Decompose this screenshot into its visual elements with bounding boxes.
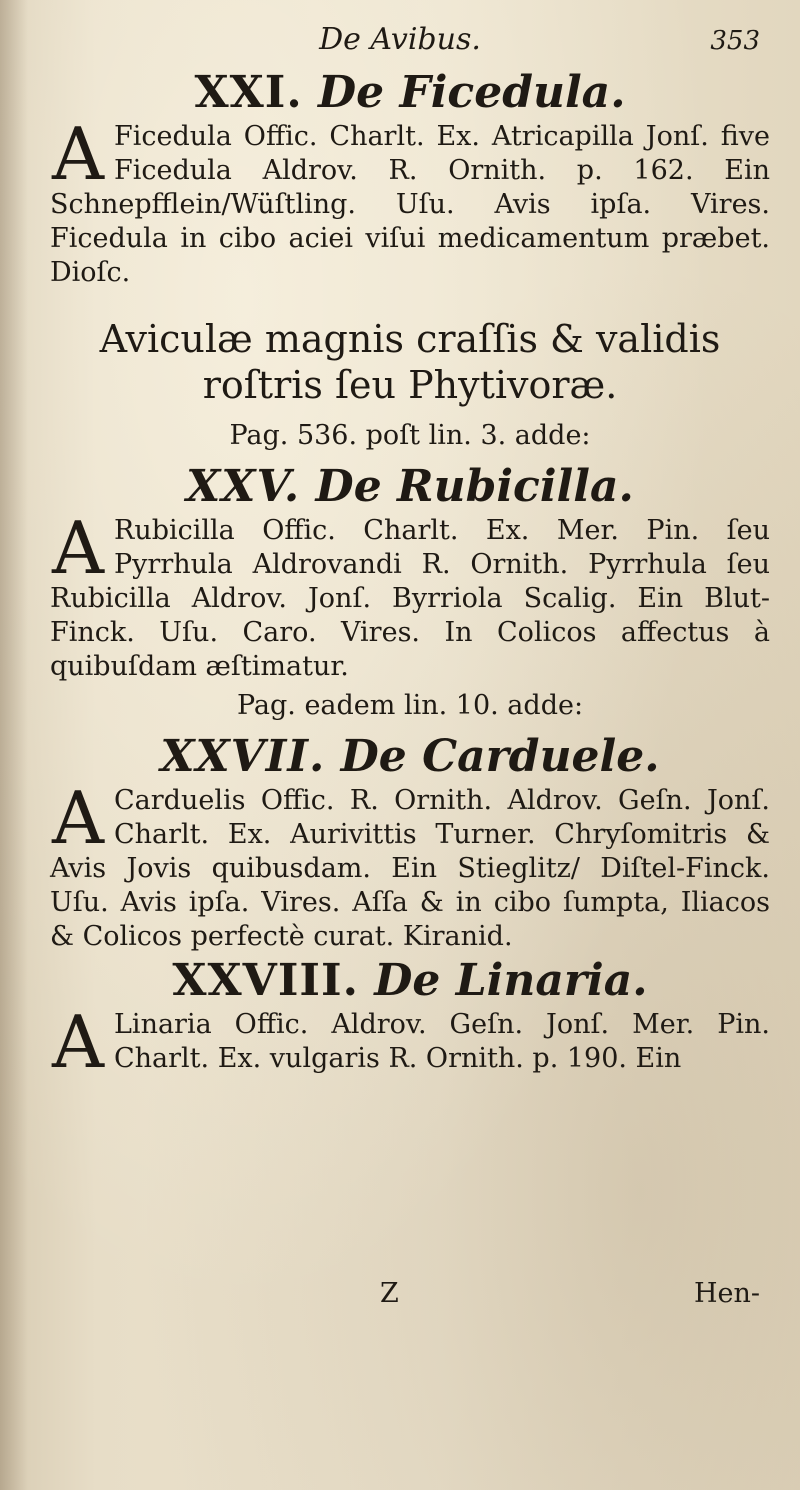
- page-edge-shadow: [0, 0, 28, 1490]
- section-heading-carduele: [50, 730, 770, 784]
- entry-letter: A: [52, 506, 104, 590]
- section-heading-linaria: [50, 954, 770, 1008]
- entry-text: Linaria Offic. Aldrov. Geſn. Jonſ. Mer. Pin. Charlt. Ex. vulgaris R. Ornith. p. 190. Ein: [114, 1009, 770, 1074]
- signature-mark: Z: [380, 1278, 399, 1309]
- entry-rubicilla: [50, 506, 770, 684]
- text-block: [50, 66, 770, 1084]
- entry-linaria: [50, 1000, 770, 1084]
- section-title: De Ficedula.: [318, 67, 626, 118]
- insertion-note: Pag. 536. poſt lin. 3. adde:: [229, 420, 591, 451]
- section-title: De Rubicilla.: [315, 461, 634, 512]
- catchword: Hen-: [693, 1278, 760, 1309]
- running-head-title: De Avibus.: [319, 22, 481, 57]
- section-heading-rubicilla: [50, 460, 770, 514]
- entry-ficedula: [50, 112, 770, 290]
- section-number: XXVIII.: [172, 955, 359, 1006]
- entry-text: Carduelis Offic. R. Ornith. Aldrov. Geſn. Jonſ. Charlt. Ex. Aurivittis Turner. Chryſomitris & Avis Jovis quibusdam. Ein Stieglitz/ Diſtel-Finck. Uſu. Avis ipſa. Vires. Aſſa & in cibo ſumpta, Iliacos & Colicos perfectè curat. Kiranid.: [50, 785, 770, 952]
- major-heading: [50, 316, 770, 408]
- section-number: XXI.: [194, 67, 303, 118]
- entry-carduelis: [50, 776, 770, 954]
- running-head: [0, 22, 800, 62]
- section-title: De Carduele.: [340, 731, 660, 782]
- catchline: [0, 1278, 800, 1318]
- major-heading-line-2: roſtris ſeu Phytivoræ.: [202, 363, 618, 407]
- insertion-note: Pag. eadem lin. 10. adde:: [236, 690, 584, 721]
- major-heading-line-1: Aviculæ magnis craſſis & validis: [99, 317, 721, 361]
- entry-letter: A: [52, 112, 104, 196]
- entry-letter: A: [52, 1000, 104, 1084]
- page-number: 353: [710, 26, 760, 56]
- entry-letter: A: [52, 776, 104, 860]
- section-heading-ficedula: [50, 66, 770, 120]
- section-title: De Linaria.: [374, 955, 648, 1006]
- entry-text: Ficedula Offic. Charlt. Ex. Atricapilla Jonſ. five Ficedula Aldrov. R. Ornith. p. 162. Ein Schnepfflein/Wüſtling. Uſu. Avis ipſa. Vires. Ficedula in cibo aciei viſui medicamentum præbet. Dioſc.: [50, 121, 770, 288]
- section-number: XXVII.: [160, 731, 326, 782]
- section-number: XXV.: [186, 461, 301, 512]
- entry-text: Rubicilla Offic. Charlt. Ex. Mer. Pin. ſeu Pyrrhula Aldrovandi R. Ornith. Pyrrhula ſeu Rubicilla Aldrov. Jonſ. Byrriola Scalig. Ein Blut-Finck. Uſu. Caro. Vires. In Colicos affectus à quibuſdam æſtimatur.: [50, 515, 770, 682]
